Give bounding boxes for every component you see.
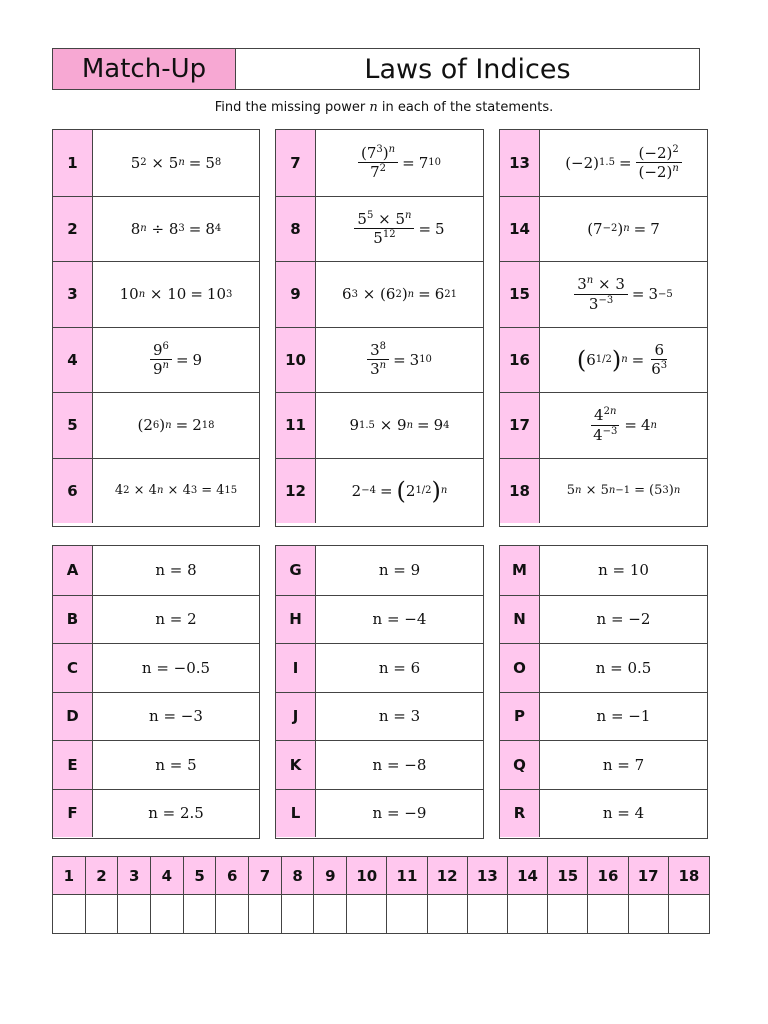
grid-header: 5 (184, 857, 217, 895)
question-row (276, 196, 483, 262)
page-title: Laws of Indices (364, 53, 571, 85)
grid-answer-cell[interactable] (347, 895, 387, 933)
question-row (53, 261, 259, 327)
grid-answer-cell[interactable] (249, 895, 282, 933)
question-expression: $\frac{3^n \times 3}{3^{-3}}$ = 3 −5 (540, 262, 707, 327)
question-number: 6 (53, 459, 93, 524)
question-expression: 9 1.5 × 9 n = 9 4 (349, 416, 450, 435)
grid-answer-cell[interactable] (468, 895, 508, 933)
answer-letter: D (53, 693, 93, 741)
question-number: 17 (500, 393, 540, 458)
grid-answer-cell[interactable] (314, 895, 347, 933)
grid-header: 16 (588, 857, 628, 895)
answer-row (276, 789, 483, 838)
answer-row (276, 740, 483, 789)
grid-header: 7 (249, 857, 282, 895)
answer-value: n = 4 (602, 804, 645, 823)
answer-value: n = −3 (149, 707, 203, 726)
question-expression: $\frac{9^6}{9^n}$ = 9 (93, 328, 259, 393)
answer-value: n = 6 (378, 658, 421, 677)
answer-row (53, 740, 259, 789)
grid-answer-cell[interactable] (588, 895, 628, 933)
question-row (276, 130, 483, 196)
instruction-var: n (369, 100, 378, 115)
answer-panel-2 (275, 545, 484, 839)
question-row (276, 261, 483, 327)
answer-letter: E (53, 741, 93, 789)
grid-header: 13 (468, 857, 508, 895)
question-number: 10 (276, 328, 316, 393)
question-expression: 5 2 × 5 n = 5 8 (130, 153, 222, 172)
question-expression: $\frac{3^8}{3^n}$ = 3 10 (316, 328, 483, 393)
question-number: 5 (53, 393, 93, 458)
answer-letter: G (276, 546, 316, 595)
question-number: 16 (500, 328, 540, 393)
question-expression: $\frac{4^{2n}}{4^{-3}}$ = 4 n (540, 393, 707, 458)
instruction-before: Find the missing power (214, 100, 370, 115)
question-row (53, 196, 259, 262)
question-number: 18 (500, 459, 540, 524)
answer-row (53, 546, 259, 595)
grid-answer-cell[interactable] (53, 895, 86, 933)
grid-answer-cell[interactable] (86, 895, 119, 933)
answer-row (53, 595, 259, 644)
question-panel-3 (499, 129, 708, 527)
answer-letter: K (276, 741, 316, 789)
answer-row (500, 740, 707, 789)
answer-value: n = −2 (596, 610, 651, 629)
question-number: 3 (53, 262, 93, 327)
grid-header: 15 (548, 857, 588, 895)
question-expression: $\frac{5^5 \times 5^n}{5^{12}}$ = 5 (316, 197, 483, 262)
answer-row (276, 546, 483, 595)
answer-letter: Q (500, 741, 540, 789)
answer-letter: L (276, 790, 316, 838)
answer-row (276, 692, 483, 741)
answer-letter: J (276, 693, 316, 741)
question-row (276, 392, 483, 458)
grid-header: 8 (282, 857, 315, 895)
grid-header: 17 (629, 857, 669, 895)
question-expression: $\frac{(7^3)^n}{7^2}$ = 7 10 (316, 130, 483, 196)
question-row (53, 392, 259, 458)
question-number: 12 (276, 459, 316, 524)
grid-answer-cell[interactable] (282, 895, 315, 933)
answer-panel-1 (52, 545, 260, 839)
answer-value: n = −9 (372, 804, 427, 823)
question-expression: (7 −2 ) n = 7 (587, 219, 660, 238)
grid-answer-cell[interactable] (387, 895, 427, 933)
question-expression: 10 n × 10 = 10 3 (119, 285, 233, 304)
answer-value: n = 8 (155, 561, 197, 580)
answer-value: n = 0.5 (595, 658, 652, 677)
question-number: 9 (276, 262, 316, 327)
grid-header: 2 (86, 857, 119, 895)
question-expression: (2 6 ) n = 2 18 (137, 416, 215, 435)
grid-answer-cell[interactable] (151, 895, 184, 933)
answer-row (500, 595, 707, 644)
grid-header: 1 (53, 857, 86, 895)
answer-value: n = −8 (372, 755, 427, 774)
answer-row (276, 595, 483, 644)
question-expression: 5 n × 5 n−1 = (5 3 ) n (566, 483, 681, 499)
answer-letter: M (500, 546, 540, 595)
grid-header: 12 (428, 857, 468, 895)
answer-letter: O (500, 644, 540, 692)
question-row (500, 458, 707, 524)
answer-value: n = 2.5 (148, 804, 204, 823)
question-number: 14 (500, 197, 540, 262)
answer-row (276, 643, 483, 692)
answer-value: n = −0.5 (141, 658, 211, 677)
grid-answer-cell[interactable] (669, 895, 709, 933)
answer-letter: N (500, 596, 540, 644)
grid-header: 3 (118, 857, 151, 895)
grid-header: 9 (314, 857, 347, 895)
answer-letter: B (53, 596, 93, 644)
answer-panel-3 (499, 545, 708, 839)
answer-grid (52, 856, 710, 934)
answer-letter: H (276, 596, 316, 644)
grid-header: 14 (508, 857, 548, 895)
answer-value: n = 2 (155, 610, 197, 629)
grid-answer-cell[interactable] (118, 895, 151, 933)
grid-answer-cell[interactable] (428, 895, 468, 933)
answer-row (500, 692, 707, 741)
question-expression: 6 3 × (6 2 ) n = 6 21 (342, 285, 457, 304)
instruction (0, 100, 768, 115)
answer-row (53, 789, 259, 838)
grid-header: 6 (216, 857, 249, 895)
grid-answer-cell[interactable] (548, 895, 588, 933)
question-number: 7 (276, 130, 316, 196)
answer-row (500, 643, 707, 692)
answer-row (53, 643, 259, 692)
question-row (500, 327, 707, 393)
answer-value: n = 7 (602, 755, 645, 774)
grid-header: 4 (151, 857, 184, 895)
question-row (53, 458, 259, 524)
question-row (500, 130, 707, 196)
answer-letter: C (53, 644, 93, 692)
question-panel-1 (52, 129, 260, 527)
question-number: 1 (53, 130, 93, 196)
answer-row (500, 789, 707, 838)
question-row (276, 458, 483, 524)
answer-value: n = 3 (378, 707, 421, 726)
answer-row (500, 546, 707, 595)
question-row (53, 327, 259, 393)
question-expression: 2 −4 = ( 2 1/2 ) n (351, 476, 448, 505)
grid-answer-cell[interactable] (216, 895, 249, 933)
question-row (53, 130, 259, 196)
answer-letter: P (500, 693, 540, 741)
question-expression: 8 n ÷ 8 3 = 8 4 (130, 219, 222, 238)
question-number: 11 (276, 393, 316, 458)
answer-letter: R (500, 790, 540, 838)
question-expression: (−2) 1.5 = $\frac{(-2)^2}{(-2)^n}$ (540, 130, 707, 196)
answer-row (53, 692, 259, 741)
question-expression: ( 6 1/2 ) n = $\frac{6}{6^3}$ (576, 340, 668, 379)
question-panel-2 (275, 129, 484, 527)
grid-answer-cell[interactable] (629, 895, 669, 933)
grid-answer-cell[interactable] (184, 895, 217, 933)
instruction-after: in each of the statements. (377, 100, 554, 115)
question-row (500, 392, 707, 458)
header-bar (52, 48, 700, 90)
question-row (500, 196, 707, 262)
question-number: 4 (53, 328, 93, 393)
answer-value: n = 10 (598, 561, 649, 580)
answer-value: n = −1 (596, 707, 651, 726)
match-up-tag: Match-Up (53, 49, 236, 89)
question-row (500, 261, 707, 327)
question-number: 8 (276, 197, 316, 262)
answer-value: n = 5 (155, 755, 197, 774)
question-row (276, 327, 483, 393)
question-expression: 4 2 × 4 n × 4 3 = 4 15 (114, 483, 238, 499)
grid-header: 10 (347, 857, 387, 895)
grid-header: 11 (387, 857, 427, 895)
grid-header: 18 (669, 857, 709, 895)
question-number: 2 (53, 197, 93, 262)
answer-value: n = 9 (378, 561, 421, 580)
answer-letter: A (53, 546, 93, 595)
answer-letter: I (276, 644, 316, 692)
answer-value: n = −4 (372, 610, 427, 629)
grid-answer-cell[interactable] (508, 895, 548, 933)
question-number: 15 (500, 262, 540, 327)
answer-letter: F (53, 790, 93, 838)
question-number: 13 (500, 130, 540, 196)
